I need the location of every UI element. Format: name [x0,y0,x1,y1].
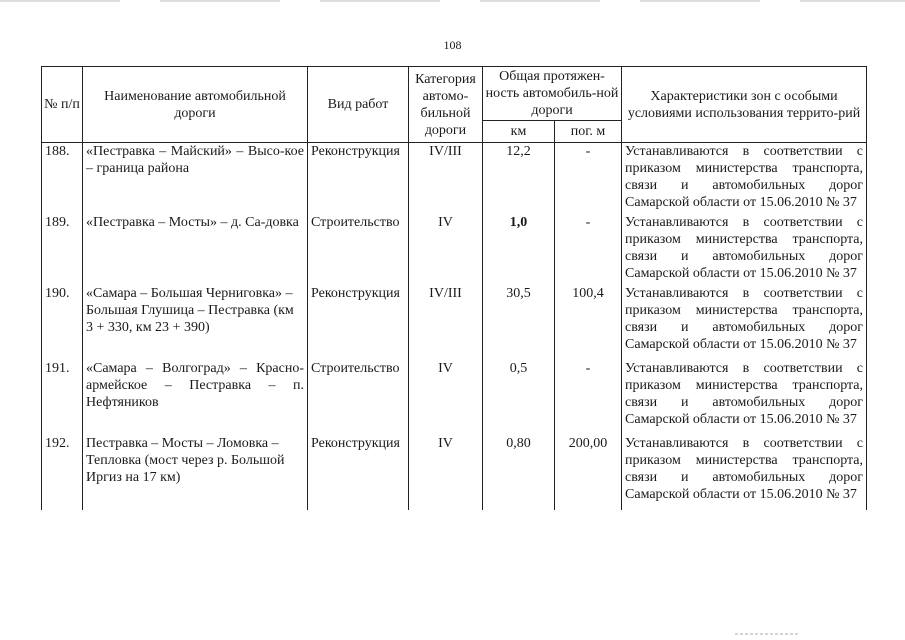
road-name: «Пестравка – Мосты» – д. Са-довка [83,214,308,285]
row-number: 188. [42,143,83,215]
length-running-meters: - [555,360,622,435]
length-running-meters: - [555,214,622,285]
table-row [42,435,867,510]
header-num: № п/п [42,67,83,143]
length-km: 0,5 [483,360,555,435]
road-category: IV/III [409,285,483,360]
work-type: Строительство [308,214,409,285]
road-category: IV [409,360,483,435]
header-category: Категория автомо-бильной дороги [409,67,483,143]
road-name: «Самара – Большая Черниговка» – Большая Глушица – Пестравка (км 3 + 330, км 23 + 390) [83,285,308,360]
length-running-meters: 100,4 [555,285,622,360]
road-name: Пестравка – Мосты – Ломовка – Тепловка (мост через р. Большой Иргиз на 17 км) [83,435,308,510]
work-type: Строительство [308,360,409,435]
table-row [42,143,867,215]
table-row [42,285,867,360]
row-number: 189. [42,214,83,285]
length-km: 0,80 [483,435,555,510]
header-zone-characteristics: Характеристики зон с особыми условиями использования террито-рий [622,67,867,143]
road-name: «Пестравка – Майский» – Высо-кое – граница района [83,143,308,215]
page-number: 108 [443,38,462,52]
table-row [42,214,867,285]
length-running-meters: 200,00 [555,435,622,510]
row-number: 190. [42,285,83,360]
work-type: Реконструкция [308,143,409,215]
length-km: 30,5 [483,285,555,360]
zone-characteristics: Устанавливаются в соответствии с приказом министерства транспорта, связи и автомобильных дорог Самарской области от 15.06.2010 № 37 [622,360,867,435]
header-work-type: Вид работ [308,67,409,143]
zone-characteristics: Устанавливаются в соответствии с приказом министерства транспорта, связи и автомобильных дорог Самарской области от 15.06.2010 № 37 [622,143,867,215]
header-running-meters: пог. м [555,121,622,143]
road-category: IV/III [409,143,483,215]
length-km: 12,2 [483,143,555,215]
table-body [42,143,867,511]
zone-characteristics: Устанавливаются в соответствии с приказом министерства транспорта, связи и автомобильных дорог Самарской области от 15.06.2010 № 37 [622,435,867,510]
road-category: IV [409,214,483,285]
table-header [42,67,867,143]
length-km: 1,0 [483,214,555,285]
zone-characteristics: Устанавливаются в соответствии с приказом министерства транспорта, связи и автомобильных дорог Самарской области от 15.06.2010 № 37 [622,285,867,360]
header-total-length: Общая протяжен-ность автомобиль-ной дороги [483,67,622,121]
work-type: Реконструкция [308,285,409,360]
header-km: км [483,121,555,143]
table-row [42,360,867,435]
work-type: Реконструкция [308,435,409,510]
row-number: 191. [42,360,83,435]
header-road-name: Наименование автомобильной дороги [83,67,308,143]
zone-characteristics: Устанавливаются в соответствии с приказом министерства транспорта, связи и автомобильных дорог Самарской области от 15.06.2010 № 37 [622,214,867,285]
road-category: IV [409,435,483,510]
roads-table [41,66,867,510]
row-number: 192. [42,435,83,510]
length-running-meters: - [555,143,622,215]
road-name: «Самара – Волгоград» – Красно-армейское – Пестравка – п. Нефтяников [83,360,308,435]
